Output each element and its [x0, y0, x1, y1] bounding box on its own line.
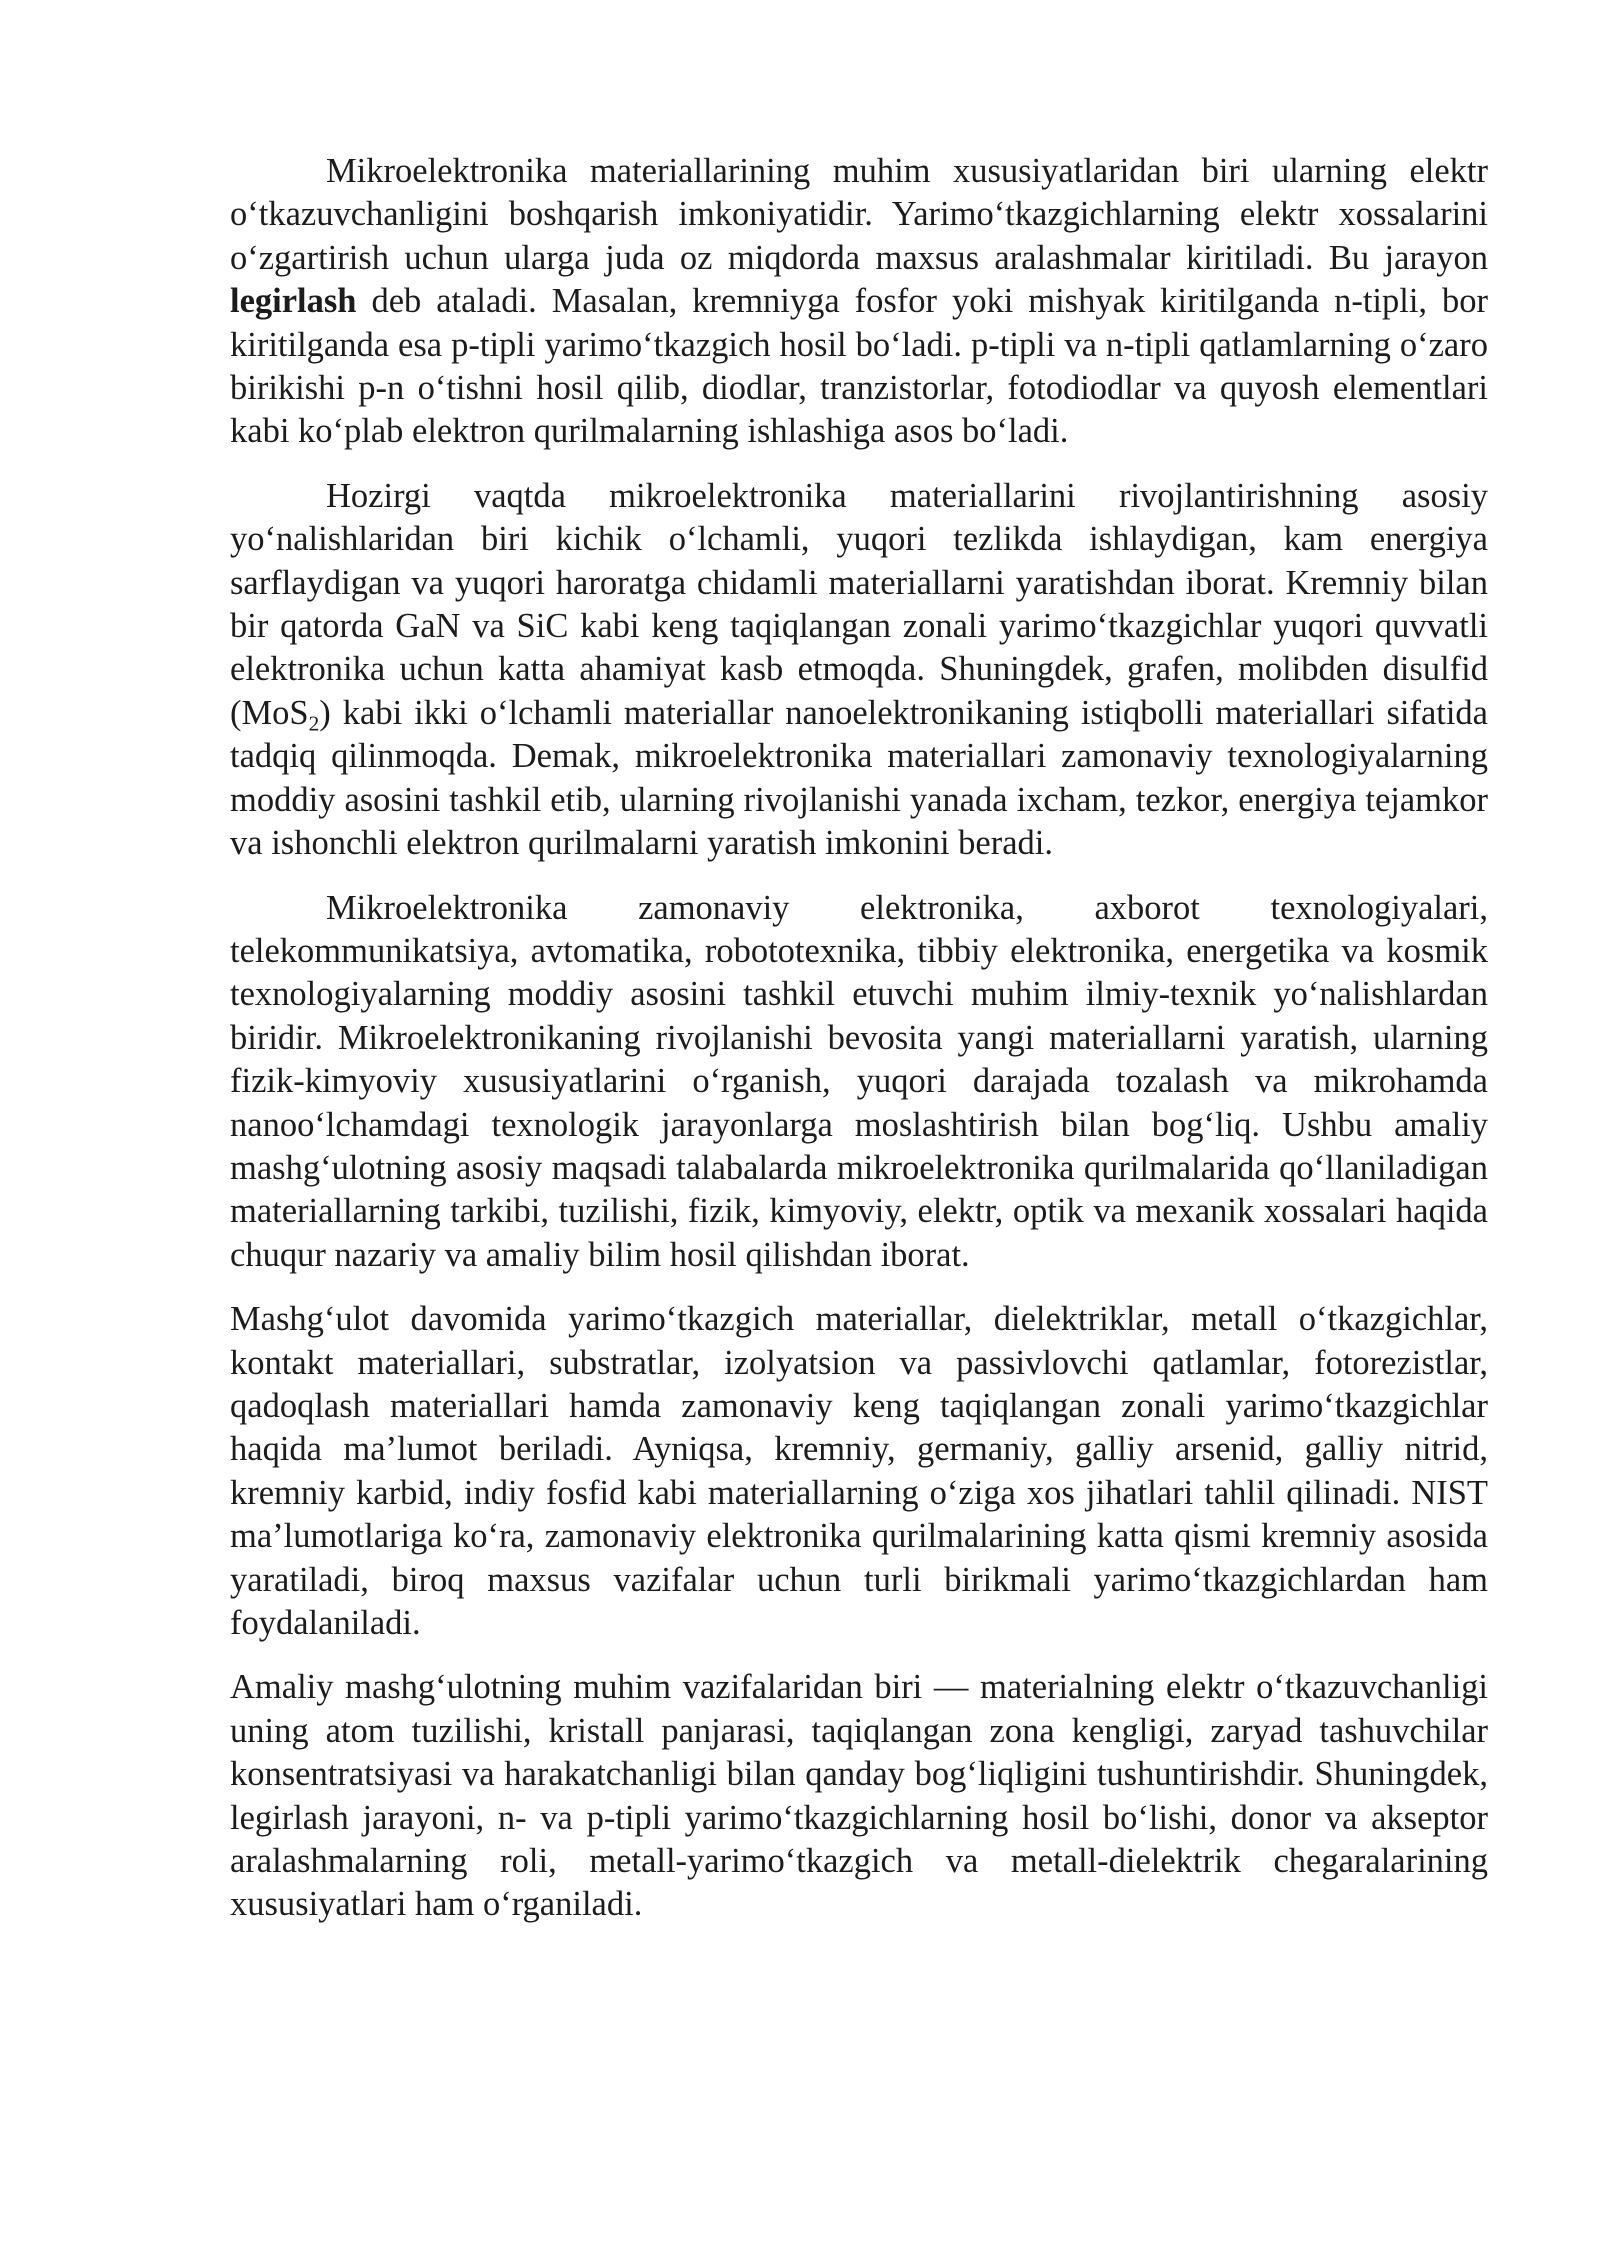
paragraph-5 — [230, 1666, 1488, 1926]
paragraph-text: Mikroelektronika materiallarining muhim xususiyatlaridan biri ularning elektr o‘tkazuvchanligini boshqarish imkoniyatidir. Yarimo‘tkazgichlarning elektr xossalarini o‘zgartirish uchun ularga juda oz miqdorda maxsus aralashmalar kiritiladi. Bu jarayon — [230, 152, 1488, 277]
paragraph-3 — [230, 887, 1488, 1278]
paragraph-text: ) kabi ikki o‘lchamli materiallar nanoelektronikaning istiqbolli materiallari sifatida tadqiq qilinmoqda. Demak, mikroelektronika materiallari zamonaviy texnologiyalarning moddiy asosini tashkil etib, ularning rivojlanishi yanada ixcham, tezkor, energiya tejamkor va ishonchli elektron qurilmalarni yaratish imkonini beradi. — [230, 693, 1488, 863]
paragraph-text: Amaliy mashg‘ulotning muhim vazifalaridan biri — materialning elektr o‘tkazuvchanligi uning atom tuzilishi, kristall panjarasi, taqiqlangan zona kengligi, zaryad tashuvchilar konsentratsiyasi va harakatchanligi bilan qanday bog‘liqligini tushuntirishdir. Shuningdek, legirlash jarayoni, n- va p-tipli yarimo‘tkazgichlarning hosil bo‘lishi, donor va akseptor aralashmalarning roli, metall-yarimo‘tkazgich va metall-dielektrik chegaralarining xususiyatlari ham o‘rganiladi. — [230, 1668, 1488, 1924]
paragraph-4 — [230, 1298, 1488, 1645]
paragraph-text: Mikroelektronika zamonaviy elektronika, axborot texnologiyalari, telekommunikatsiya, avtomatika, robototexnika, tibbiy elektronika, energetika va kosmik texnologiyalarning moddiy asosini tashkil etuvchi muhim ilmiy-texnik yo‘nalishlardan biridir. Mikroelektronikaning rivojlanishi bevosita yangi materiallarni yaratish, ularning fizik-kimyoviy xususiyatlarini o‘rganish, yuqori darajada tozalash va mikrohamda nanoo‘lchamdagi texnologik jarayonlarga moslashtirish bilan bog‘liq. Ushbu amaliy mashg‘ulotning asosiy maqsadi talabalarda mikroelektronika qurilmalarida qo‘llaniladigan materiallarning tarkibi, tuzilishi, fizik, kimyoviy, elektr, optik va mexanik xossalari haqida chuqur nazariy va amaliy bilim hosil qilishdan iborat. — [230, 888, 1488, 1274]
bold-term-legirlash: legirlash — [230, 282, 357, 321]
document-page — [230, 150, 1488, 1948]
paragraph-2 — [230, 475, 1488, 866]
paragraph-1 — [230, 150, 1488, 454]
paragraph-text: deb ataladi. Masalan, kremniyga fosfor yoki mishyak kiritilganda n-tipli, bor kiritilganda esa p-tipli yarimo‘tkazgich hosil bo‘ladi. p-tipli va n-tipli qatlamlarning o‘zaro birikishi p-n o‘tishni hosil qilib, diodlar, tranzistorlar, fotodiodlar va quyosh elementlari kabi ko‘plab elektron qurilmalarning ishlashiga asos bo‘ladi. — [230, 282, 1488, 451]
paragraph-text: Hozirgi vaqtda mikroelektronika materiallarini rivojlantirishning asosiy yo‘nalishlaridan biri kichik o‘lchamli, yuqori tezlikda ishlaydigan, kam energiya sarflaydigan va yuqori haroratga chidamli materiallarni yaratishdan iborat. Kremniy bilan bir qatorda GaN va SiC kabi keng taqiqlangan zonali yarimo‘tkazgichlar yuqori quvvatli elektronika uchun katta ahamiyat kasb etmoqda. Shuningdek, grafen, molibden disulfid (MoS — [230, 476, 1488, 732]
subscript-2: 2 — [308, 711, 320, 736]
paragraph-text: Mashg‘ulot davomida yarimo‘tkazgich materiallar, dielektriklar, metall o‘tkazgichlar, kontakt materiallari, substratlar, izolyatsion va passivlovchi qatlamlar, fotorezistlar, qadoqlash materiallari hamda zamonaviy keng taqiqlangan zonali yarimo‘tkazgichlar haqida ma’lumot beriladi. Ayniqsa, kremniy, germaniy, galliy arsenid, galliy nitrid, kremniy karbid, indiy fosfid kabi materiallarning o‘ziga xos jihatlari tahlil qilinadi. NIST ma’lumotlariga ko‘ra, zamonaviy elektronika qurilmalarining katta qismi kremniy asosida yaratiladi, biroq maxsus vazifalar uchun turli birikmali yarimo‘tkazgichlardan ham foydalaniladi. — [230, 1300, 1488, 1642]
